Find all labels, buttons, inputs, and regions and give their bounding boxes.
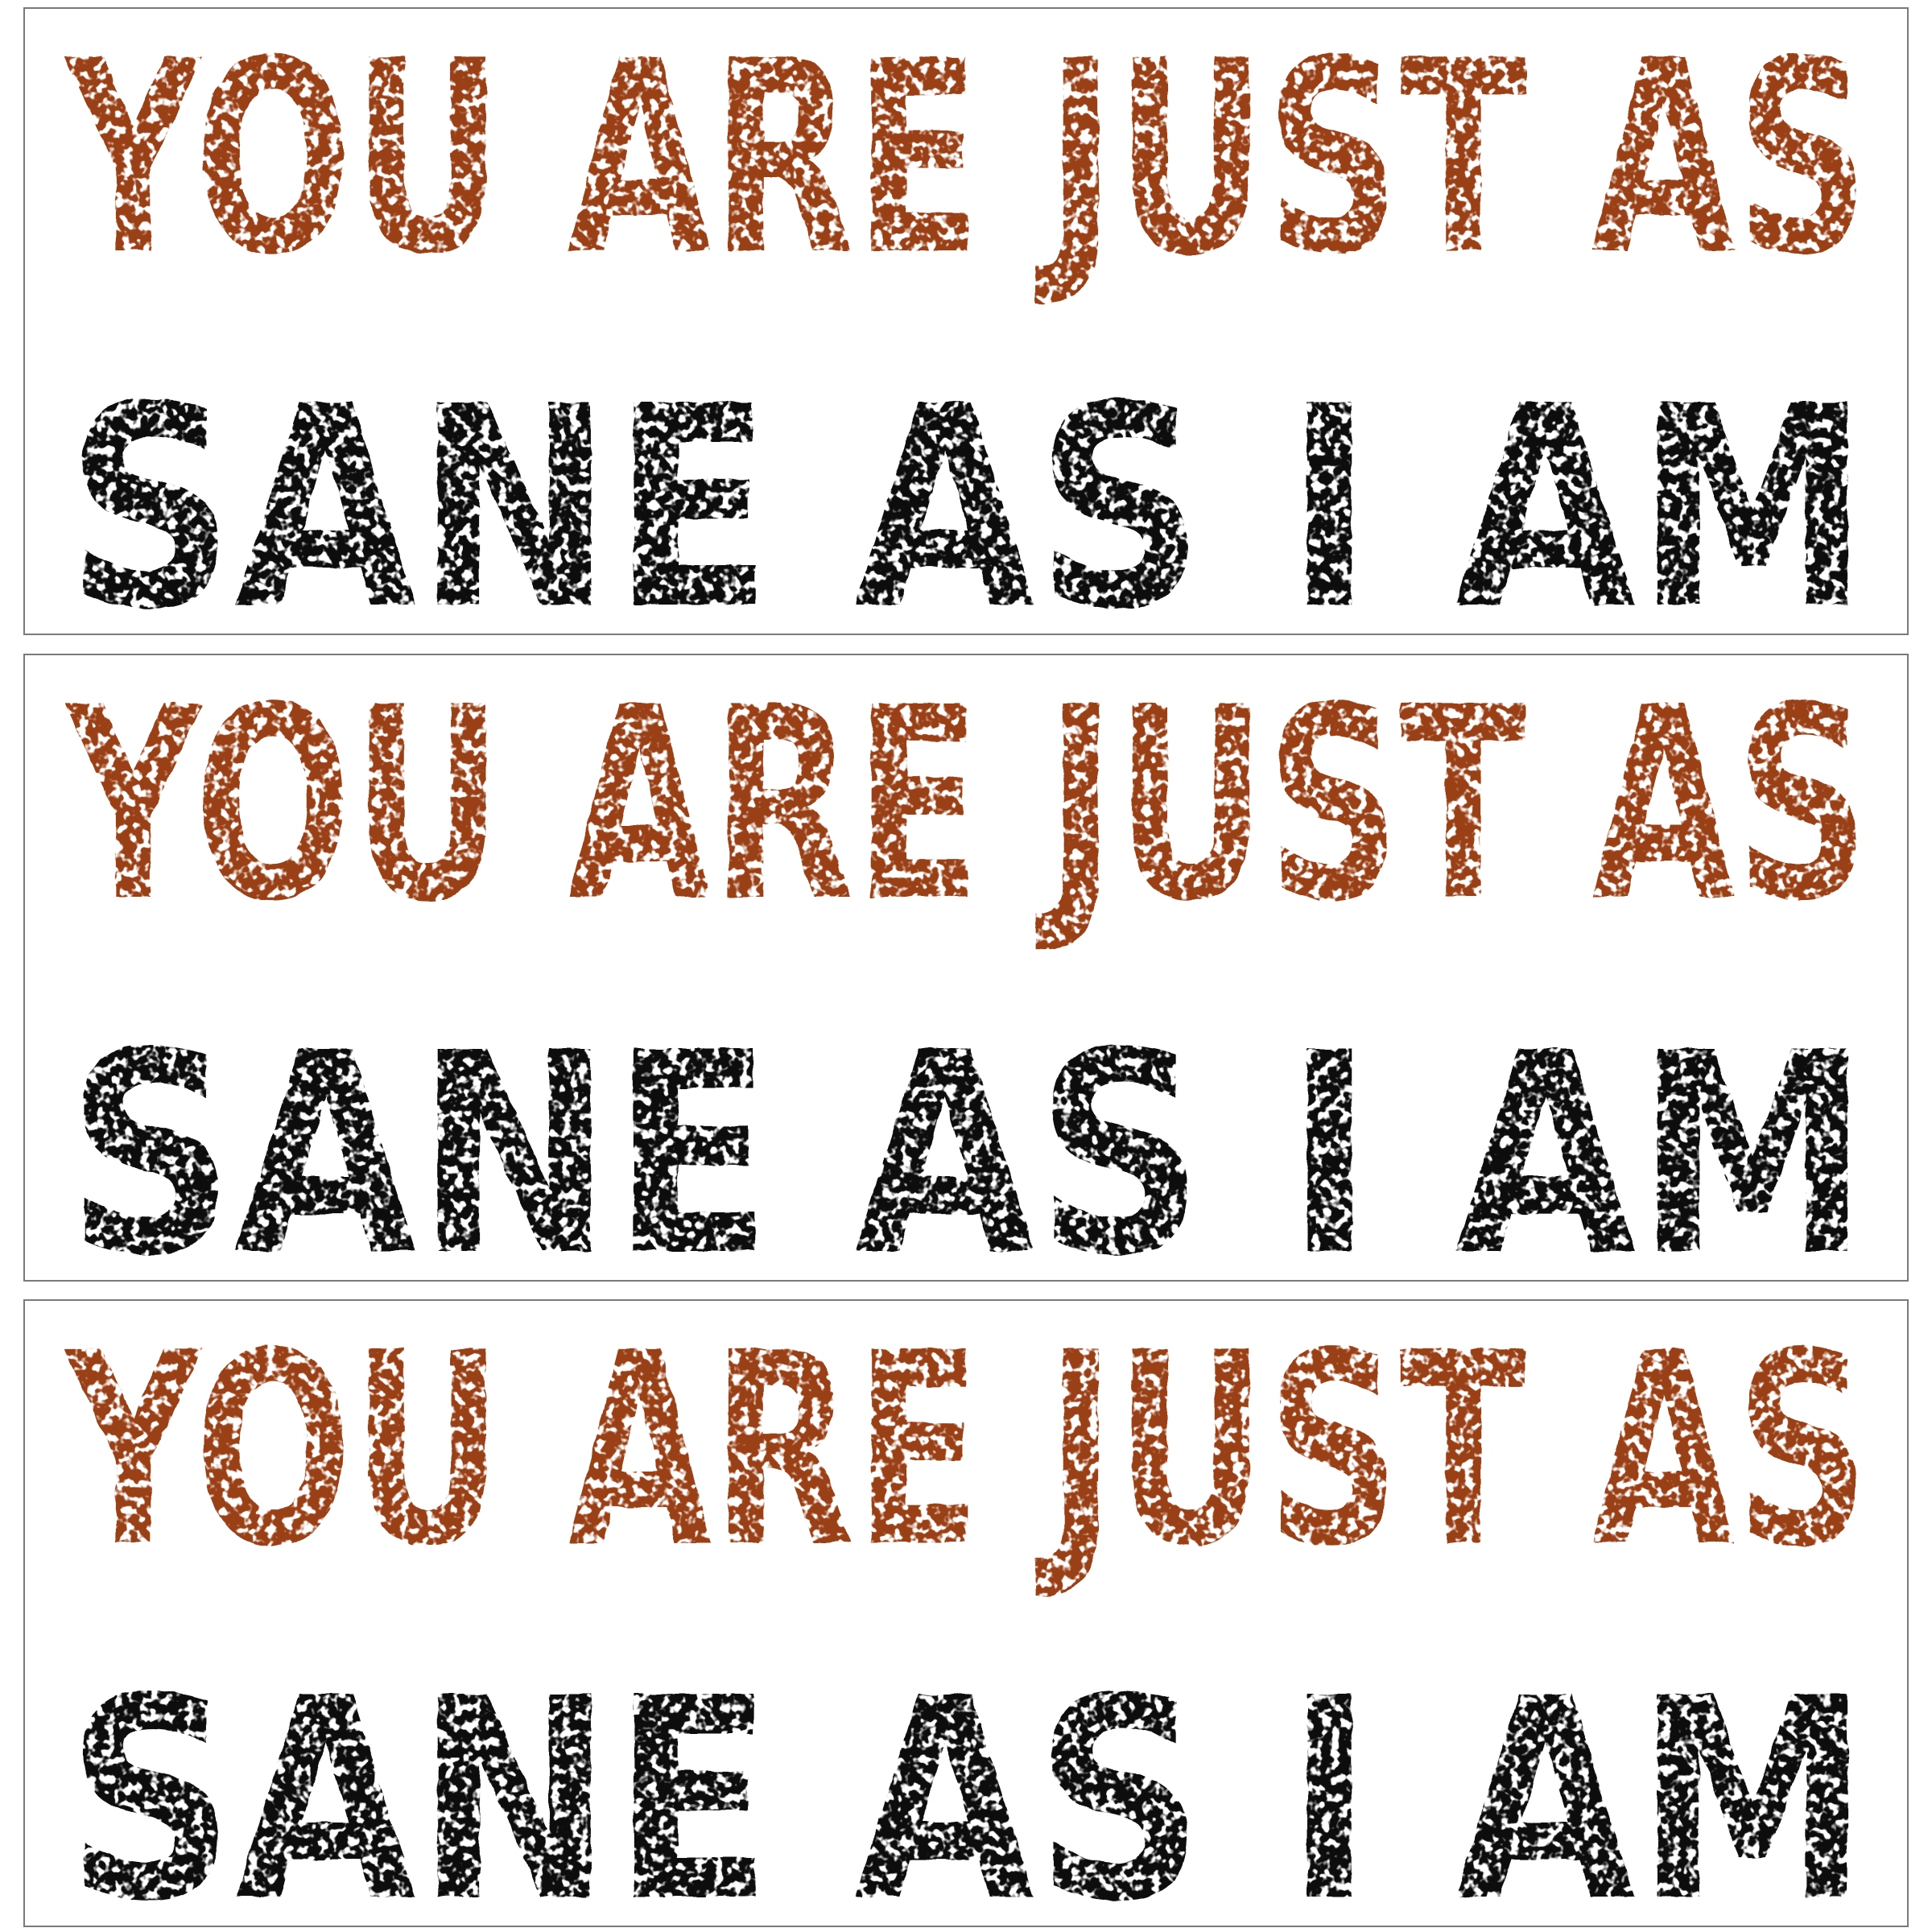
sticker-line-2: SANE AS I AM (66, 1640, 1869, 1929)
sticker-artwork (25, 9, 1909, 635)
sticker-artwork (25, 655, 1909, 1282)
bumper-sticker (23, 1299, 1909, 1927)
sticker-artwork (25, 1301, 1909, 1927)
sticker-line-2: SANE AS I AM (66, 348, 1869, 637)
bumper-sticker (23, 654, 1909, 1282)
sticker-line-2: SANE AS I AM (66, 994, 1869, 1283)
sticker-line-1: YOU ARE JUST AS (63, 655, 1869, 960)
sticker-line-1: YOU ARE JUST AS (63, 9, 1869, 313)
bumper-sticker (23, 7, 1909, 635)
sticker-line-1: YOU ARE JUST AS (63, 1301, 1869, 1605)
